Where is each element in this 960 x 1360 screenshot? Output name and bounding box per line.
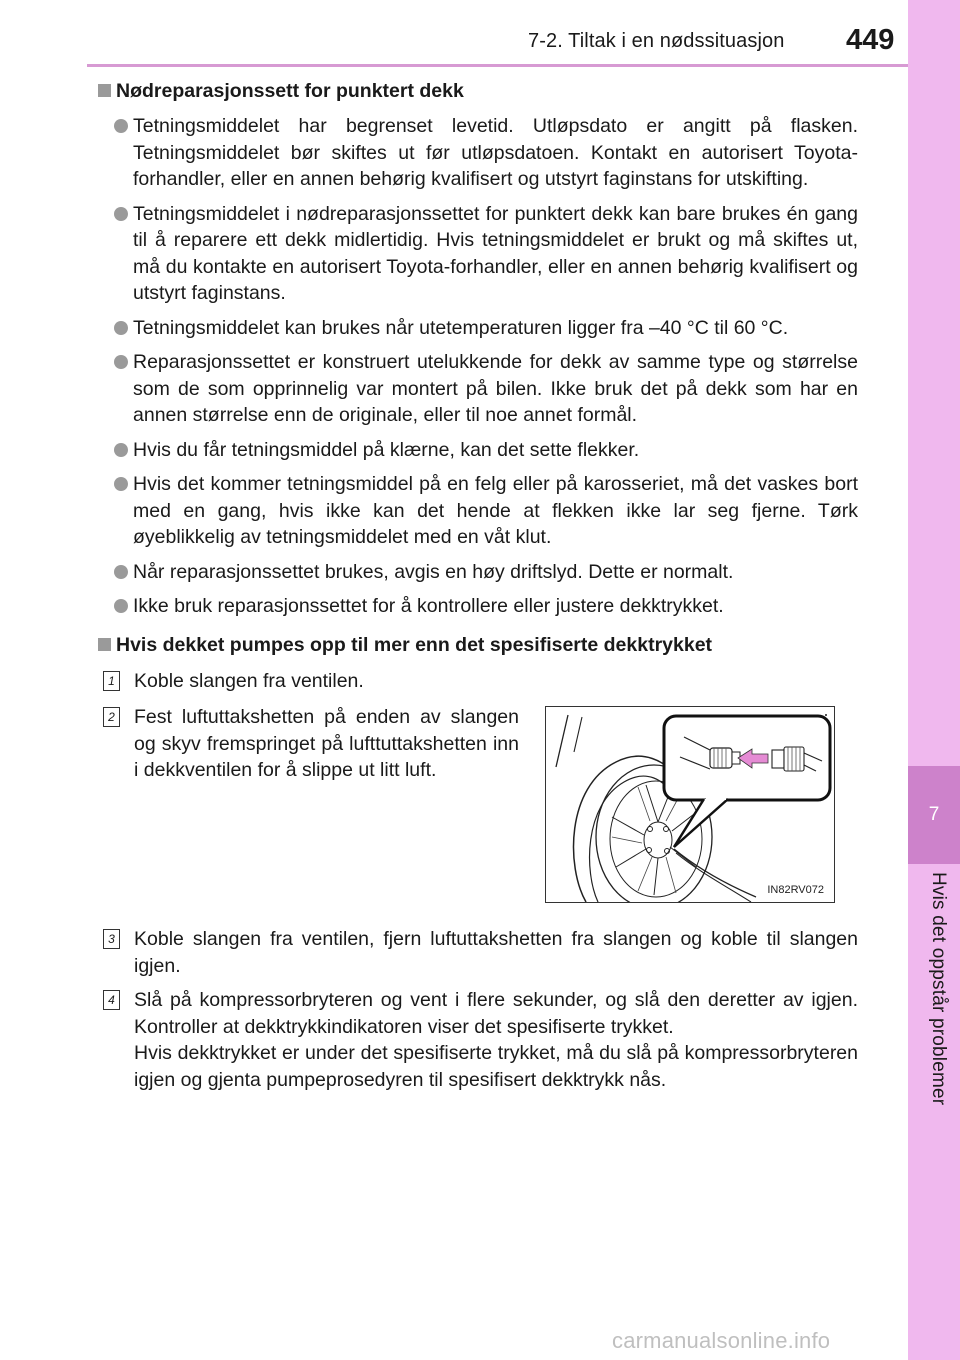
figure-code: IN82RV072 bbox=[767, 884, 824, 896]
step-text: Slå på kompressorbryteren og vent i flere sekunder, og slå den deretter av igjen. Kontroller at dekktrykkindikatoren viser det spesifiserte trykket. Hvis dekktrykket er under det spesifiserte trykket, må du slå på kompressorbryteren igjen og gjenta pumpeprosedyren til spesifisert dekktrykk nås. bbox=[134, 989, 858, 1091]
chapter-number: 7 bbox=[928, 804, 940, 825]
section-heading-text: Nødreparasjonssett for punktert dekk bbox=[116, 80, 464, 102]
step-text: Koble slangen fra ventilen. bbox=[134, 669, 364, 692]
section-heading-overinflation bbox=[98, 631, 858, 659]
tire-valve-illustration bbox=[546, 707, 834, 902]
list-item bbox=[98, 315, 858, 342]
step-text: Fest luftuttakshetten på enden av slangen og skyv fremspringet på lufttuttakshetten inn i dekkventilen for å slippe ut litt luft. bbox=[134, 706, 519, 781]
list-item-text: Ikke bruk reparasjonssettet for å kontrollere eller justere dekktrykket. bbox=[133, 595, 724, 617]
list-item bbox=[98, 349, 858, 429]
list-item bbox=[98, 201, 858, 307]
list-item-text: Hvis du får tetningsmiddel på klærne, kan det sette flekker. bbox=[133, 438, 640, 461]
list-item-text: Tetningsmiddelet kan brukes når utetemperaturen ligger fra –40 °C til 60 °C. bbox=[133, 316, 789, 339]
step-number-badge: 2 bbox=[103, 707, 120, 727]
square-bullet-icon bbox=[98, 84, 111, 97]
section-title: 7-2. Tiltak i en nødssituasjon bbox=[528, 30, 785, 52]
list-item-text: Når reparasjonssettet brukes, avgis en høy driftslyd. Dette er normalt. bbox=[133, 560, 734, 583]
round-bullet-icon bbox=[114, 599, 128, 613]
round-bullet-icon bbox=[114, 207, 128, 221]
list-item-text: Tetningsmiddelet i nødreparasjonssettet for punktert dekk kan bare brukes én gang til å reparere ett dekk midlertidig. Hvis tetningsmiddelet er brukt og må skiftes ut, må du kontakte en autorisert Toyota-forhandler, eller en annen behørig kvalifisert og utstyrt faginstans. bbox=[133, 202, 858, 304]
step-number-badge: 1 bbox=[103, 671, 120, 691]
step-item bbox=[98, 926, 858, 979]
round-bullet-icon bbox=[114, 443, 128, 457]
square-bullet-icon bbox=[98, 638, 111, 651]
round-bullet-icon bbox=[114, 321, 128, 335]
valve-air-release-figure bbox=[545, 706, 835, 903]
list-item bbox=[98, 593, 858, 620]
step-item bbox=[98, 987, 858, 1093]
round-bullet-icon bbox=[114, 565, 128, 579]
list-item-text: Hvis det kommer tetningsmiddel på en felg eller på karosseriet, må det vaskes bort med en gang, hvis ikke kan det hende at flekken ikke lar seg fjerne. Tørk øyeblikkelig av tetningsmiddelet med en våt klut. bbox=[133, 473, 858, 548]
page-header bbox=[0, 0, 908, 66]
chapter-side-tab bbox=[908, 0, 960, 1360]
step-with-figure bbox=[98, 704, 858, 916]
section-heading-repair-kit bbox=[98, 77, 858, 105]
section-heading-text: Hvis dekket pumpes opp til mer enn det spesifiserte dekktrykket bbox=[116, 633, 713, 656]
page-content bbox=[98, 77, 858, 1093]
chapter-label: Hvis det oppstår problemer bbox=[928, 872, 949, 1106]
list-item bbox=[98, 559, 858, 586]
step-number-badge: 3 bbox=[103, 929, 120, 949]
list-item-text: Reparasjonssettet er konstruert utelukkende for dekk av samme type og størrelse som de som opprinnelig var montert på bilen. Ikke bruk det på dekk som har en annen størrelse enn de originale, eller til noe annet formål. bbox=[133, 351, 858, 426]
step-text: Koble slangen fra ventilen, fjern luftuttakshetten fra slangen og koble til slangen igjen. bbox=[134, 928, 858, 977]
list-item bbox=[98, 113, 858, 193]
step-number-badge: 4 bbox=[103, 990, 120, 1010]
page-number: 449 bbox=[846, 24, 895, 56]
round-bullet-icon bbox=[114, 477, 128, 491]
list-item bbox=[98, 471, 858, 551]
list-item-text: Tetningsmiddelet har begrenset levetid. Utløpsdato er angitt på flasken. Tetningsmiddelet bør skiftes ut før utløpsdatoen. Kontakt en autorisert Toyota-forhandler, eller en annen behørig kvalifisert og utstyrt faginstans for utskifting. bbox=[133, 115, 858, 190]
watermark: carmanualsonline.info bbox=[612, 1328, 831, 1353]
round-bullet-icon bbox=[114, 355, 128, 369]
step-item bbox=[98, 704, 519, 784]
round-bullet-icon bbox=[114, 119, 128, 133]
list-item bbox=[98, 437, 858, 464]
header-divider bbox=[87, 64, 908, 67]
step-item bbox=[98, 668, 858, 695]
